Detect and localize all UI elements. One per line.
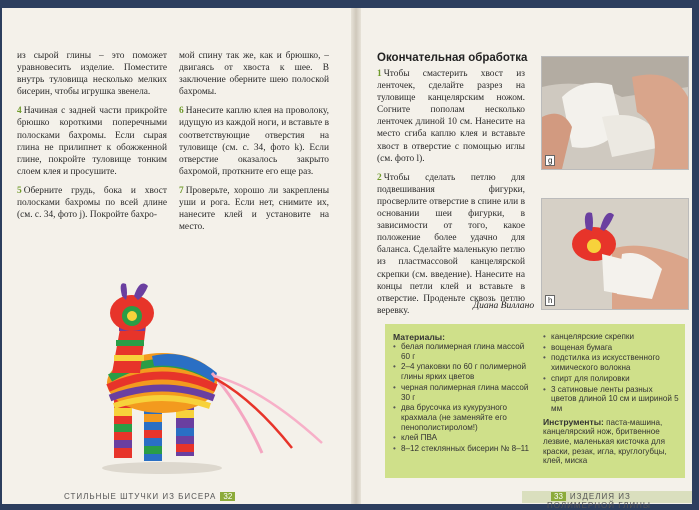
step-2	[377, 172, 525, 317]
step-text: Чтобы сделать петлю для подвешивания фигурки, просверлите отверстие в спине или в основании шеи фигурки, в зависимости от того, какое положение более удачно для баланса. Сделайте маленькую петлю из пластмассовой канцелярской скрепки (см. введение). Нанесите на концы петли клей и вставьте в отверстие. Проденьте сквозь петлю веревку.	[377, 172, 525, 316]
list-item: • вощеная бумага	[543, 343, 679, 353]
materials-box	[385, 324, 685, 478]
list-item: • 3 сатиновые ленты разных цветов длиной 10 см и шириной 5 мм	[543, 385, 679, 414]
right-column-text	[377, 68, 525, 324]
pinata-donkey-illustration	[92, 278, 342, 478]
photo-label: g	[545, 155, 555, 166]
footer-title: СТИЛЬНЫЕ ШТУЧКИ ИЗ БИСЕРА	[64, 492, 217, 501]
step-number: 1	[377, 69, 382, 79]
footer-title: ИЗДЕЛИЯ ИЗ ПОЛИМЕРНОЙ ГЛИНЫ	[547, 492, 651, 510]
step-number: 6	[179, 106, 184, 117]
list-item: • два брусочка из кукурузного крахмала (не заменяйте его пенополистиролом!)	[393, 403, 535, 432]
step-text: Проверьте, хорошо ли закреплены уши и рога. Если нет, снимите их, нанесите клей и установите на место.	[179, 185, 329, 233]
page-number: 33	[551, 492, 566, 501]
hands-clay-photo-g	[542, 57, 688, 169]
paragraph: из сырой глины – это поможет уравновесить изделие. Поместите внутрь туловища несколько мелких бисерин, чтобы игрушка звенела.	[17, 51, 167, 98]
list-item: • подстилка из искусственного химического волокна	[543, 353, 679, 372]
author-signature: Диана Виллано	[473, 300, 535, 311]
step-1	[377, 68, 525, 165]
step-7	[179, 185, 329, 233]
materials-column-2	[543, 332, 679, 466]
step-text: Чтобы смастерить хвост из ленточек, сделайте разрез на туловище канцелярским ножом. Согните пополам несколько ленточек длиной 10 см. Нанесите на место сгиба каплю клея и вставьте хвост в отверстие с помощью иглы (см. фото l).	[377, 69, 525, 164]
step-number: 4	[17, 106, 22, 117]
list-item: • клей ПВА	[393, 433, 535, 443]
list-item: • спирт для полировки	[543, 374, 679, 384]
photo-g	[541, 56, 689, 170]
tools-text: паста-машина, канцелярский нож, бритвенное лезвие, маленькая кисточка для краски, резак, игла, круглогубцы, клей, миска	[543, 417, 667, 466]
step-number: 7	[179, 185, 184, 196]
book-gutter	[351, 8, 361, 504]
list-item: • 2–4 упаковки по 60 г полимерной глины ярких цветов	[393, 362, 535, 381]
step-6	[179, 105, 329, 178]
list-item: • белая полимерная глина массой 60 г	[393, 342, 535, 361]
list-item: • 8–12 стеклянных бисерин № 8–11	[393, 444, 535, 454]
hands-clay-photo-h	[542, 199, 688, 309]
list-item: • канцелярские скрепки	[543, 332, 679, 342]
step-number: 2	[377, 172, 382, 183]
step-text: Начиная с задней части прикройте брюшко короткими поперечными полосками бахромы. Если сырая глина не прилипнет к обожженной глине, покройте туловище тонким слоем клея и просушите.	[17, 106, 167, 177]
materials-list-2	[543, 332, 679, 414]
materials-title: Материалы:	[393, 332, 446, 342]
left-column-2	[179, 50, 329, 240]
right-footer	[547, 492, 692, 510]
section-heading: Окончательная обработка	[377, 52, 528, 64]
materials-list	[393, 342, 535, 454]
photo-h	[541, 198, 689, 310]
step-text: Нанесите каплю клея на проволоку, идущую из каждой ноги, и вставьте в соответствующие отверстия на туловище (см. с. 34, фото k). Если отверстие оказалось закрыто бахромой, проткните его еще раз.	[179, 106, 329, 177]
left-page	[2, 8, 351, 504]
step-5	[17, 185, 167, 221]
tools-title: Инструменты:	[543, 416, 604, 427]
photo-label: h	[545, 295, 555, 306]
paragraph: мой спину так же, как и брюшко, – двигаясь от хвоста к шее. В заключение оберните шею полоской бахромы.	[179, 51, 329, 98]
book-spread	[2, 8, 692, 510]
list-item: • черная полимерная глина массой 30 г	[393, 383, 535, 402]
step-number: 5	[17, 185, 22, 196]
materials-column-1	[393, 332, 535, 455]
step-4	[17, 105, 167, 178]
left-column-1	[17, 50, 167, 228]
tools-block	[543, 418, 679, 467]
step-text: Оберните грудь, бока и хвост полосками бахромы по всей длине (см. с. 34, фото j). Покройте бахро-	[17, 185, 167, 221]
right-page	[361, 8, 692, 510]
page-number: 32	[220, 492, 235, 501]
left-footer	[64, 492, 239, 501]
